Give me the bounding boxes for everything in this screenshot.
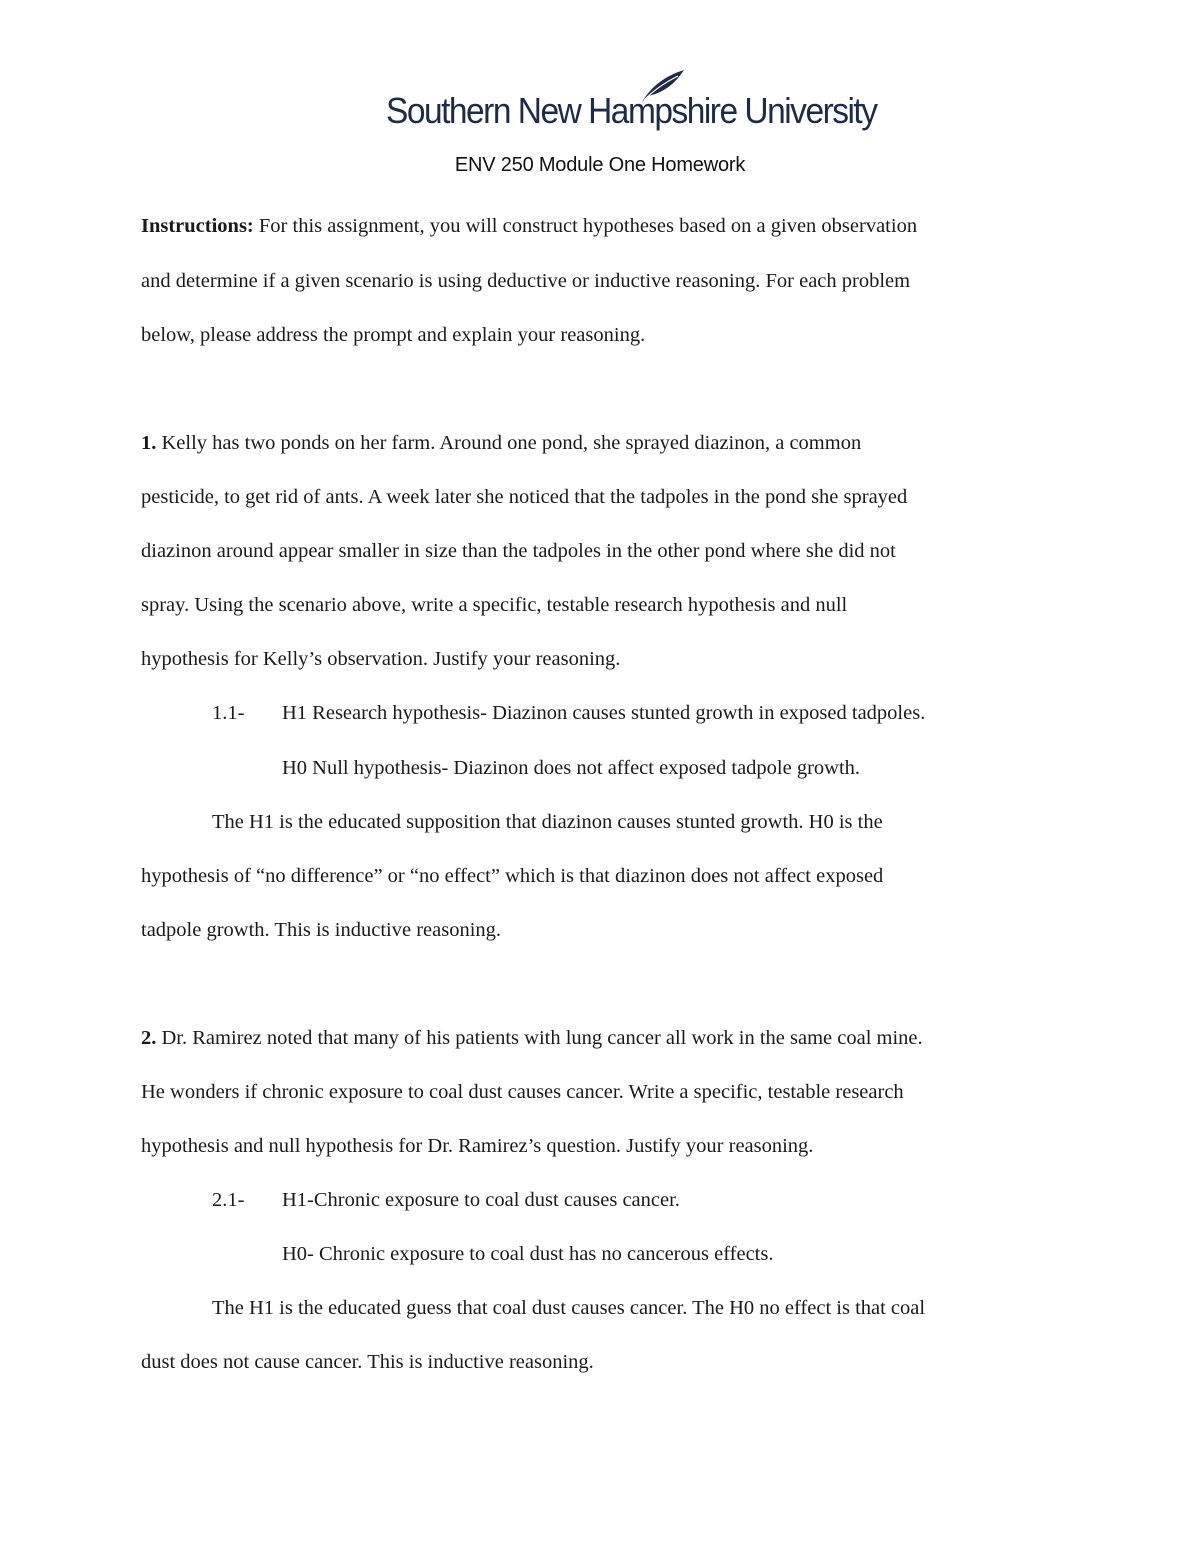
instructions-label: Instructions: <box>141 215 254 237</box>
document-title: ENV 250 Module One Homework <box>454 154 746 176</box>
question-1-line-3: diazinon around appear smaller in size than the tadpoles in the other pond where she did not <box>141 540 896 562</box>
instructions-line-3: below, please address the prompt and explain your reasoning. <box>141 324 646 346</box>
answer-1-justification-3: tadpole growth. This is inductive reasoning. <box>141 919 502 941</box>
instructions-line-2: and determine if a given scenario is using deductive or inductive reasoning. For each problem <box>141 270 911 292</box>
logo-text: Southern New Hampshire University <box>386 90 877 131</box>
answer-2-h1: H1-Chronic exposure to coal dust causes cancer. <box>282 1189 680 1211</box>
question-1-line-5: hypothesis for Kelly’s observation. Justify your reasoning. <box>141 648 621 670</box>
answer-1-number: 1.1- <box>212 702 245 724</box>
answer-2-number: 2.1- <box>212 1189 245 1211</box>
answer-2-justification-2: dust does not cause cancer. This is inductive reasoning. <box>141 1351 594 1373</box>
university-logo <box>386 68 877 138</box>
question-1-number: 1. <box>141 432 157 454</box>
question-2-text-1: Dr. Ramirez noted that many of his patients with lung cancer all work in the same coal mine. <box>156 1027 923 1049</box>
instructions-text-1: For this assignment, you will construct hypotheses based on a given observation <box>253 215 918 237</box>
question-1-line-2: pesticide, to get rid of ants. A week later she noticed that the tadpoles in the pond she sprayed <box>141 486 908 508</box>
question-1-line-4: spray. Using the scenario above, write a specific, testable research hypothesis and null <box>141 594 848 616</box>
question-2-number: 2. <box>141 1027 157 1049</box>
question-2-line-3: hypothesis and null hypothesis for Dr. Ramirez’s question. Justify your reasoning. <box>141 1135 814 1157</box>
answer-1-justification-2: hypothesis of “no difference” or “no effect” which is that diazinon does not affect exposed <box>141 865 884 887</box>
answer-1-h0: H0 Null hypothesis- Diazinon does not affect exposed tadpole growth. <box>282 757 861 779</box>
instructions-line-1 <box>141 212 917 240</box>
question-2-line-2: He wonders if chronic exposure to coal dust causes cancer. Write a specific, testable research <box>141 1081 904 1103</box>
answer-1-h1: H1 Research hypothesis- Diazinon causes stunted growth in exposed tadpoles. <box>282 702 926 724</box>
question-1-line-1 <box>141 429 861 457</box>
question-2-line-1 <box>141 1024 923 1052</box>
answer-2-h0: H0- Chronic exposure to coal dust has no cancerous effects. <box>282 1243 774 1265</box>
answer-1-justification-1: The H1 is the educated supposition that diazinon causes stunted growth. H0 is the <box>212 811 883 833</box>
question-1-text-1: Kelly has two ponds on her farm. Around one pond, she sprayed diazinon, a common <box>156 432 862 454</box>
answer-2-justification-1: The H1 is the educated guess that coal dust causes cancer. The H0 no effect is that coal <box>212 1297 926 1319</box>
